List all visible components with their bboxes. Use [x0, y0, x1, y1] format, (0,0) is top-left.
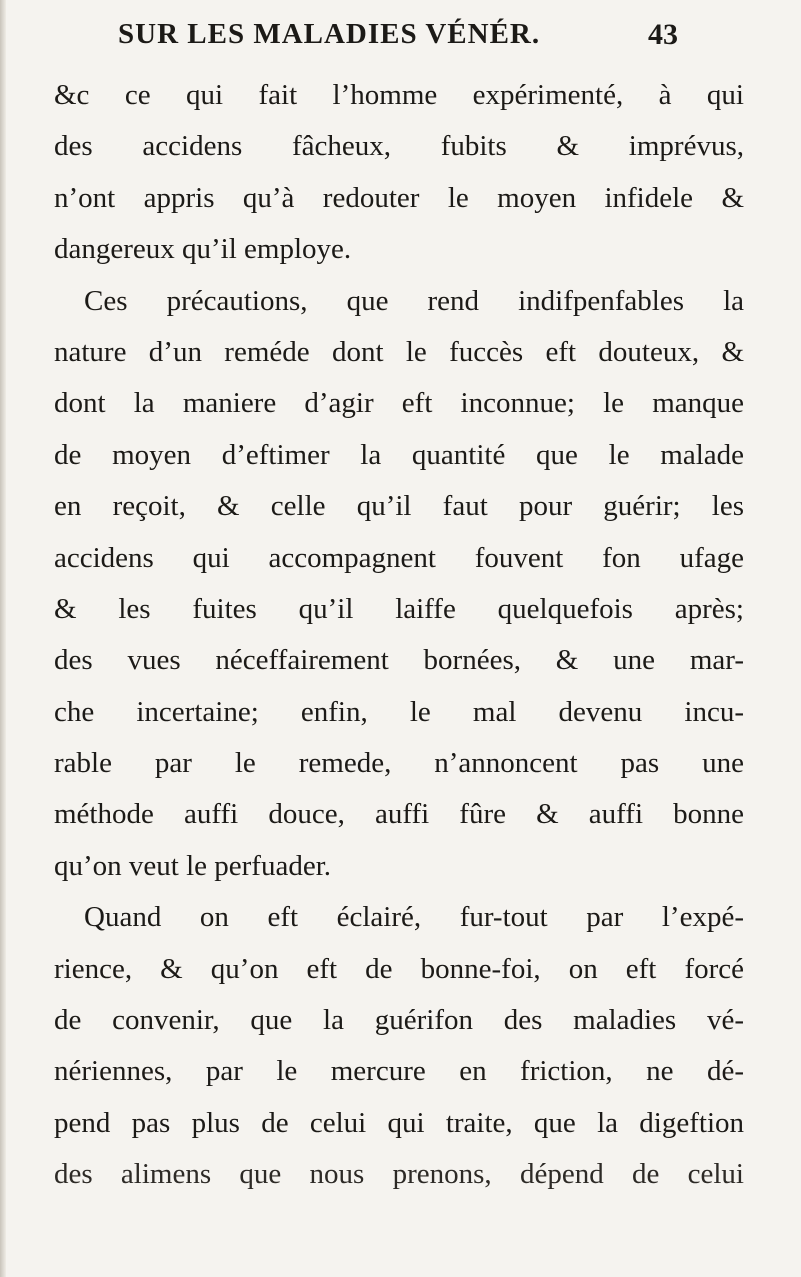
text-line: rable par le remede, n’annoncent pas une [54, 747, 744, 780]
text-line: des accidens fâcheux, fubits & imprévus, [54, 130, 744, 163]
text-line: méthode auffi douce, auffi fûre & auffi bonne [54, 798, 744, 831]
text-line: de convenir, que la guérifon des maladies vé- [54, 1004, 744, 1037]
text-line: n’ont appris qu’à redouter le moyen infidele & [54, 181, 744, 214]
paragraph-start-line: Quand on eft éclairé, fur-tout par l’expé- [84, 901, 744, 934]
text-line: en reçoit, & celle qu’il faut pour guérir; les [54, 490, 744, 523]
text-line: des vues néceffairement bornées, & une mar- [54, 644, 744, 677]
paragraph-start-line: Ces précautions, que rend indifpenfables la [84, 284, 744, 317]
text-line: &c ce qui fait l’homme expérimenté, à qui [54, 79, 744, 111]
text-line: des alimens que nous prenons, dépend de celui [54, 1158, 744, 1191]
text-line: nature d’un reméde dont le fuccès eft douteux, & [54, 335, 744, 368]
text-line: dangereux qu’il employe. [54, 233, 352, 266]
text-line: che incertaine; enfin, le mal devenu incu- [54, 695, 744, 728]
page-gutter-edge [0, 0, 6, 1277]
text-line: de moyen d’eftimer la quantité que le malade [54, 438, 744, 471]
text-line: accidens qui accompagnent fouvent fon ufage [54, 541, 744, 574]
text-line: nériennes, par le mercure en friction, ne dé- [54, 1055, 744, 1088]
page-header [118, 18, 678, 68]
text-line: qu’on veut le perfuader. [54, 849, 332, 882]
text-line: dont la maniere d’agir eft inconnue; le manque [54, 387, 744, 420]
text-line: rience, & qu’on eft de bonne-foi, on eft forcé [54, 952, 744, 985]
page-number: 43 [648, 18, 678, 51]
body-text [54, 70, 744, 1201]
text-line: & les fuites qu’il laiffe quelquefois après; [54, 592, 744, 625]
text-line: pend pas plus de celui qui traite, que la digeftion [54, 1106, 744, 1139]
running-head: SUR LES MALADIES VÉNÉR. [118, 18, 541, 50]
